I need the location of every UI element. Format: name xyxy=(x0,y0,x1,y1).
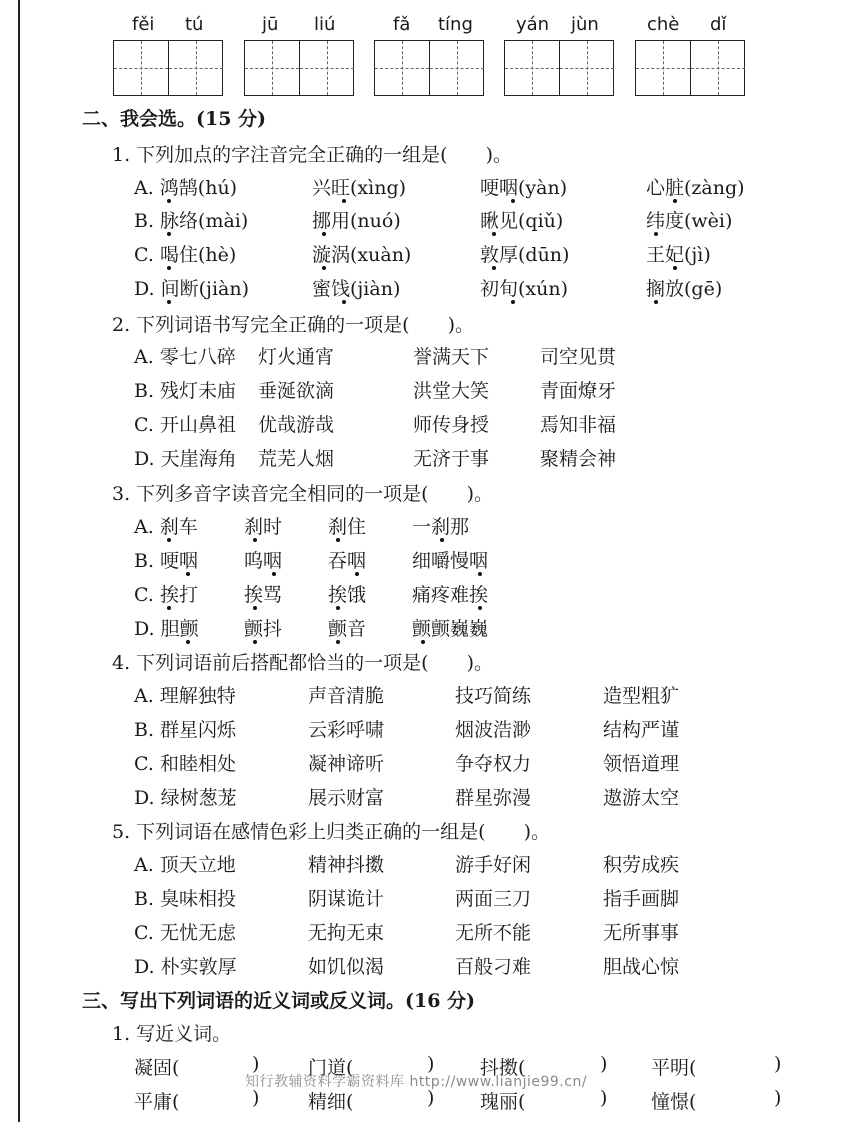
option-item: B. 臭味相投 xyxy=(134,888,237,910)
option-item: 灯火通宵 xyxy=(258,346,335,368)
close-paren: ) xyxy=(427,1087,435,1109)
fill-blank-item: 精细( xyxy=(308,1091,354,1113)
option-row[interactable] xyxy=(134,410,814,438)
option-item: 荒芜人烟 xyxy=(258,448,335,470)
emphasis-dot xyxy=(253,606,257,610)
emphasis-dot xyxy=(322,232,326,236)
emphasis-dot xyxy=(167,266,171,270)
option-item: 呜咽 xyxy=(244,550,283,572)
option-row[interactable] xyxy=(134,749,814,777)
emphasis-dot xyxy=(511,300,515,304)
option-item: 漩涡(xuàn) xyxy=(312,244,412,266)
option-row[interactable] xyxy=(134,783,814,811)
option-item: 誉满天下 xyxy=(413,346,490,368)
option-item: 积劳成疾 xyxy=(603,854,680,876)
fill-blank-row[interactable] xyxy=(134,1087,814,1115)
emphasis-dot xyxy=(186,572,190,576)
option-item: 敦厚(dūn) xyxy=(480,244,570,266)
pinyin-syllable: dǐ xyxy=(710,14,727,35)
option-item: 刹住 xyxy=(328,516,367,538)
option-item: 心脏(zàng) xyxy=(646,177,745,199)
emphasis-dot xyxy=(167,606,171,610)
pinyin-syllable: tú xyxy=(185,14,204,35)
emphasis-dot xyxy=(167,538,171,542)
option-row[interactable] xyxy=(134,444,814,472)
option-item: B. 哽咽 xyxy=(134,550,199,572)
option-item: 百般刁难 xyxy=(455,956,532,978)
writing-box-pair[interactable] xyxy=(374,40,484,96)
option-item: 精神抖擞 xyxy=(308,854,385,876)
option-item: D. 天崖海角 xyxy=(134,448,237,470)
option-item: A. 刹车 xyxy=(134,516,198,538)
emphasis-dot xyxy=(355,572,359,576)
emphasis-dot xyxy=(322,266,326,270)
option-row[interactable] xyxy=(134,240,814,268)
option-item: A. 顶天立地 xyxy=(134,854,236,876)
option-item: 如饥似渴 xyxy=(308,956,385,978)
option-row[interactable] xyxy=(134,274,814,302)
option-item: 云彩呼啸 xyxy=(308,719,385,741)
emphasis-dot xyxy=(492,266,496,270)
option-row[interactable] xyxy=(134,918,814,946)
writing-box-pair[interactable] xyxy=(635,40,745,96)
option-item: 王妃(jì) xyxy=(646,244,711,266)
option-row[interactable] xyxy=(134,884,814,912)
option-item: 洪堂大笑 xyxy=(413,380,490,402)
emphasis-dot xyxy=(440,538,444,542)
close-paren: ) xyxy=(774,1087,782,1109)
option-item: 颤颤巍巍 xyxy=(412,618,489,640)
option-item: 遨游太空 xyxy=(603,787,680,809)
section-title: 二、我会选。(15 分) xyxy=(82,108,267,130)
option-item: C. 无忧无虑 xyxy=(134,922,236,944)
section-title: 三、写出下列词语的近义词或反义词。(16 分) xyxy=(82,990,476,1012)
pinyin-syllable: liú xyxy=(314,14,336,35)
close-paren: ) xyxy=(252,1087,260,1109)
option-item: A. 理解独特 xyxy=(134,685,236,707)
option-item: 吞咽 xyxy=(328,550,367,572)
option-item: 声音清脆 xyxy=(308,685,385,707)
question-stem: 4. 下列词语前后搭配都恰当的一项是( )。 xyxy=(112,652,493,674)
fill-blank-item: 凝固( xyxy=(134,1057,180,1079)
option-row[interactable] xyxy=(134,952,814,980)
option-item: 细嚼慢咽 xyxy=(412,550,489,572)
option-item: 结构严谨 xyxy=(603,719,680,741)
option-item: 无所事事 xyxy=(603,922,680,944)
option-item: 瞅见(qiǔ) xyxy=(480,210,564,232)
emphasis-dot xyxy=(342,199,346,203)
option-item: 无所不能 xyxy=(455,922,532,944)
option-item: 指手画脚 xyxy=(603,888,680,910)
option-item: 无济于事 xyxy=(413,448,490,470)
fill-blank-item: 抖擞( xyxy=(480,1057,526,1079)
fill-blank-item: 门道( xyxy=(308,1057,354,1079)
option-item: 搁放(gē) xyxy=(646,278,723,300)
option-row[interactable] xyxy=(134,206,814,234)
emphasis-dot xyxy=(167,199,171,203)
emphasis-dot xyxy=(336,538,340,542)
option-item: 一刹那 xyxy=(412,516,470,538)
option-item: 两面三刀 xyxy=(455,888,532,910)
close-paren: ) xyxy=(252,1053,260,1075)
option-row[interactable] xyxy=(134,512,814,540)
fill-blank-item: 平庸( xyxy=(134,1091,180,1113)
option-item: 挨骂 xyxy=(244,584,283,606)
emphasis-dot xyxy=(654,232,658,236)
emphasis-dot xyxy=(654,300,658,304)
pinyin-syllable: yán xyxy=(516,14,550,35)
option-row[interactable] xyxy=(134,376,814,404)
question-stem: 1. 写近义词。 xyxy=(112,1023,232,1045)
option-item: 刹时 xyxy=(244,516,283,538)
writing-box-pair[interactable] xyxy=(113,40,223,96)
emphasis-dot xyxy=(272,572,276,576)
option-row[interactable] xyxy=(134,546,814,574)
close-paren: ) xyxy=(427,1053,435,1075)
fill-blank-item: 憧憬( xyxy=(651,1091,697,1113)
option-item: 阴谋诡计 xyxy=(308,888,385,910)
option-item: 纬度(wèi) xyxy=(646,210,733,232)
emphasis-dot xyxy=(478,572,482,576)
writing-box-pair[interactable] xyxy=(244,40,354,96)
option-item: 技巧简练 xyxy=(455,685,532,707)
option-row[interactable] xyxy=(134,715,814,743)
question-stem: 2. 下列词语书写完全正确的一项是( )。 xyxy=(112,314,474,336)
option-item: D. 朴实敦厚 xyxy=(134,956,237,978)
option-item: D. 胆颤 xyxy=(134,618,199,640)
option-row[interactable] xyxy=(134,342,814,370)
fill-blank-item: 平明( xyxy=(651,1057,697,1079)
option-item: 哽咽(yàn) xyxy=(480,177,568,199)
option-item: 司空见贯 xyxy=(540,346,617,368)
option-item: 兴旺(xìng) xyxy=(312,177,407,199)
option-item: 挪用(nuó) xyxy=(312,210,401,232)
question-stem: 3. 下列多音字读音完全相同的一项是( )。 xyxy=(112,483,493,505)
option-item: B. 群星闪烁 xyxy=(134,719,237,741)
pinyin-syllable: fǎ xyxy=(393,14,411,35)
emphasis-dot xyxy=(167,232,171,236)
emphasis-dot xyxy=(673,199,677,203)
pinyin-syllable: chè xyxy=(647,14,680,35)
close-paren: ) xyxy=(600,1087,608,1109)
close-paren: ) xyxy=(600,1053,608,1075)
option-row[interactable] xyxy=(134,173,814,201)
option-item: C. 开山鼻祖 xyxy=(134,414,236,436)
emphasis-dot xyxy=(511,199,515,203)
option-item: C. 挨打 xyxy=(134,584,198,606)
option-item: 游手好闲 xyxy=(455,854,532,876)
option-row[interactable] xyxy=(134,681,814,709)
emphasis-dot xyxy=(336,606,340,610)
option-item: 造型粗犷 xyxy=(603,685,680,707)
option-item: 优哉游哉 xyxy=(258,414,335,436)
option-item: C. 喝住(hè) xyxy=(134,244,237,266)
option-item: 垂涎欲滴 xyxy=(258,380,335,402)
emphasis-dot xyxy=(492,232,496,236)
option-item: 颤音 xyxy=(328,618,367,640)
fill-blank-item: 瑰丽( xyxy=(480,1091,526,1113)
option-item: 烟波浩渺 xyxy=(455,719,532,741)
writing-box-pair[interactable] xyxy=(504,40,614,96)
option-item: 群星弥漫 xyxy=(455,787,532,809)
pinyin-syllable: tíng xyxy=(438,14,473,35)
option-item: C. 和睦相处 xyxy=(134,753,236,775)
option-row[interactable] xyxy=(134,580,814,608)
emphasis-dot xyxy=(253,640,257,644)
option-row[interactable] xyxy=(134,850,814,878)
option-item: 青面燎牙 xyxy=(540,380,617,402)
emphasis-dot xyxy=(336,640,340,644)
option-item: A. 零七八碎 xyxy=(134,346,236,368)
option-item: 聚精会神 xyxy=(540,448,617,470)
emphasis-dot xyxy=(673,266,677,270)
option-item: 无拘无束 xyxy=(308,922,385,944)
option-item: 颤抖 xyxy=(244,618,283,640)
option-row[interactable] xyxy=(134,614,814,642)
option-item: 展示财富 xyxy=(308,787,385,809)
option-item: D. 间断(jiàn) xyxy=(134,278,249,300)
close-paren: ) xyxy=(774,1053,782,1075)
emphasis-dot xyxy=(478,606,482,610)
option-item: 凝神谛听 xyxy=(308,753,385,775)
emphasis-dot xyxy=(186,640,190,644)
pinyin-syllable: jùn xyxy=(571,14,599,35)
option-item: B. 脉络(mài) xyxy=(134,210,249,232)
option-item: 蜜饯(jiàn) xyxy=(312,278,401,300)
option-item: 挨饿 xyxy=(328,584,367,606)
option-item: 师传身授 xyxy=(413,414,490,436)
option-item: 争夺权力 xyxy=(455,753,532,775)
pinyin-syllable: fěi xyxy=(132,14,155,35)
emphasis-dot xyxy=(342,300,346,304)
option-item: 胆战心惊 xyxy=(603,956,680,978)
question-stem: 5. 下列词语在感情色彩上归类正确的一组是( )。 xyxy=(112,821,550,843)
option-item: D. 绿树葱茏 xyxy=(134,787,237,809)
option-item: 领悟道理 xyxy=(603,753,680,775)
emphasis-dot xyxy=(253,538,257,542)
margin-rule xyxy=(18,0,20,1122)
option-item: A. 鸿鹄(hú) xyxy=(134,177,238,199)
emphasis-dot xyxy=(167,300,171,304)
pinyin-syllable: jū xyxy=(262,14,279,35)
emphasis-dot xyxy=(421,640,425,644)
watermark-text: 知行教辅资料学霸资料库 http://www.lianjie99.cn/ xyxy=(245,1074,588,1090)
question-stem: 1. 下列加点的字注音完全正确的一组是( )。 xyxy=(112,144,512,166)
option-item: 痛疼难挨 xyxy=(412,584,489,606)
option-item: 焉知非福 xyxy=(540,414,617,436)
option-item: B. 残灯未庙 xyxy=(134,380,237,402)
option-item: 初旬(xún) xyxy=(480,278,569,300)
